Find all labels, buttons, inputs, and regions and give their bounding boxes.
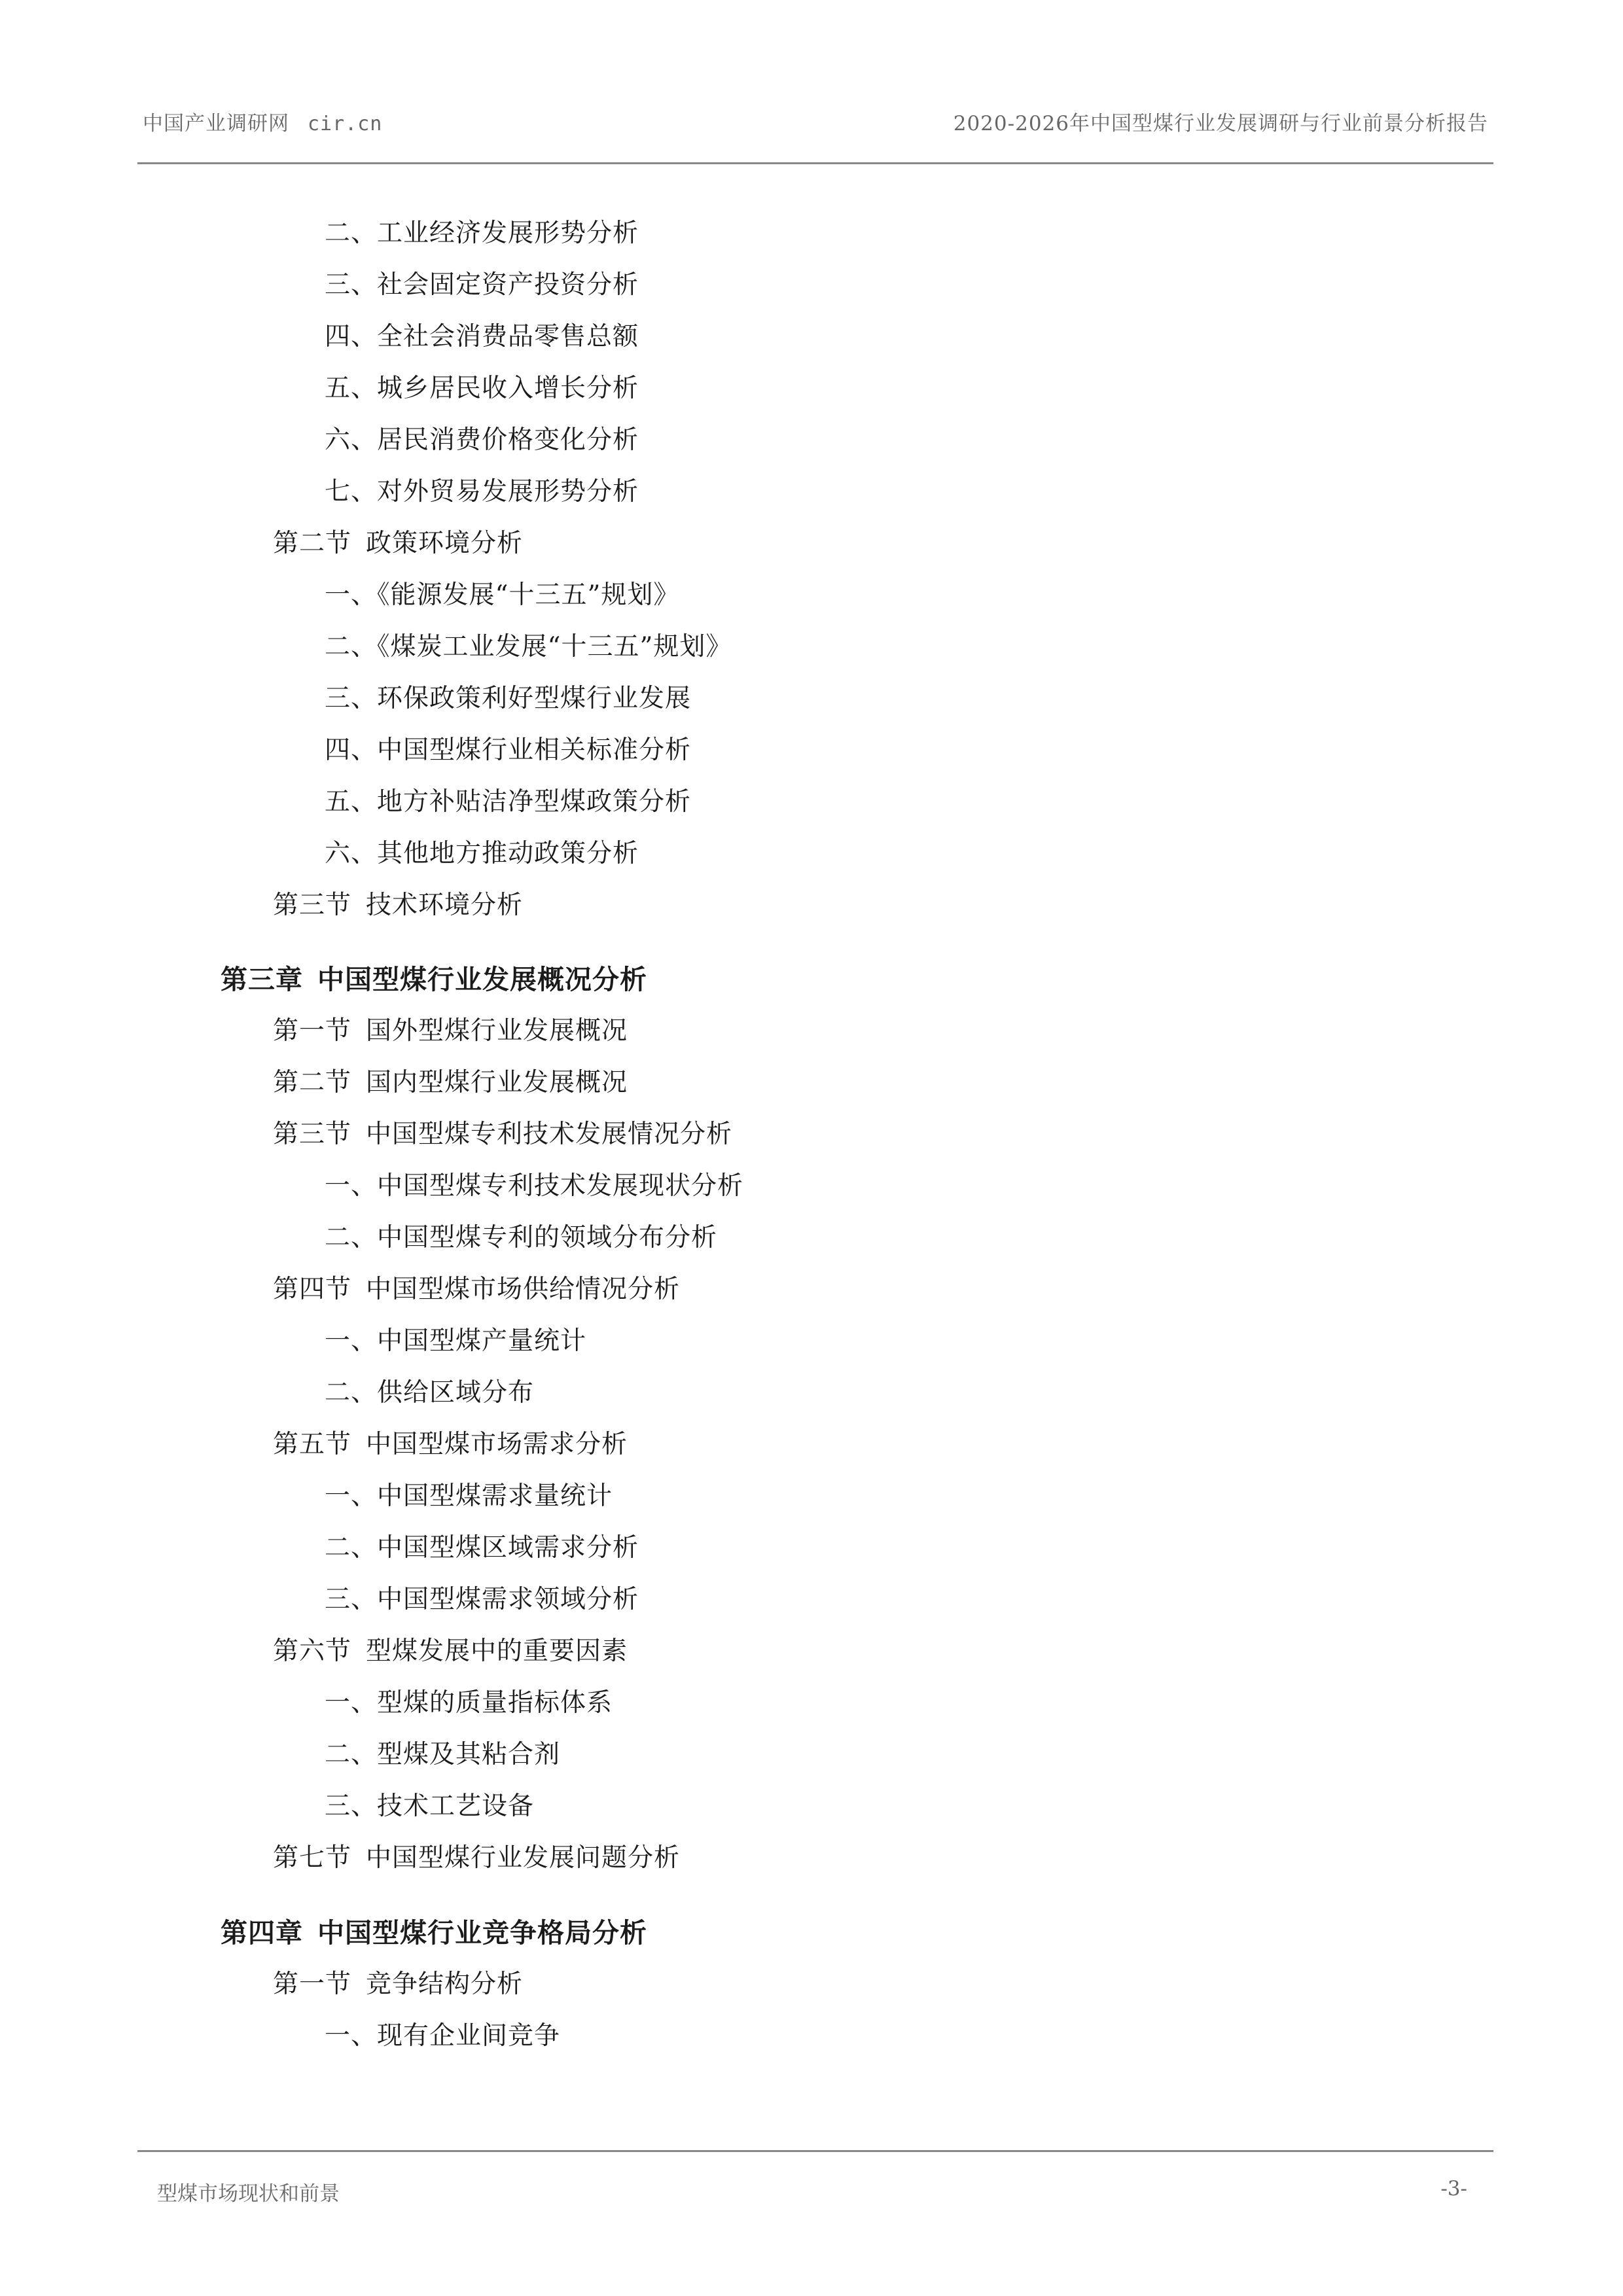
site-name bbox=[143, 107, 382, 136]
toc-item: 五、地方补贴洁净型煤政策分析 bbox=[325, 787, 692, 817]
document-title: 2020-2026年中国型煤行业发展调研与行业前景分析报告 bbox=[953, 112, 1488, 135]
page-number: -3- bbox=[1440, 2177, 1467, 2200]
toc-section: 第五节 中国型煤市场需求分析 bbox=[273, 1430, 628, 1459]
toc-item: 一、中国型煤专利技术发展现状分析 bbox=[325, 1171, 744, 1201]
toc-chapter: 第三章 中国型煤行业发展概况分析 bbox=[221, 964, 647, 995]
toc-item: 二、中国型煤专利的领域分布分析 bbox=[325, 1223, 718, 1252]
toc-item: 四、中国型煤行业相关标准分析 bbox=[325, 735, 692, 765]
page-header bbox=[0, 0, 1623, 167]
toc-item: 七、对外贸易发展形势分析 bbox=[325, 477, 639, 506]
toc-item: 一、《能源发展“十三五”规划》 bbox=[325, 580, 680, 610]
toc-item: 三、中国型煤需求领域分析 bbox=[325, 1585, 639, 1614]
toc-section: 第一节 竞争结构分析 bbox=[273, 1969, 524, 1999]
toc-item: 二、供给区域分布 bbox=[325, 1378, 535, 1407]
toc-section: 第一节 国外型煤行业发展概况 bbox=[273, 1016, 628, 1046]
toc-section: 第七节 中国型煤行业发展问题分析 bbox=[273, 1843, 681, 1873]
toc-item: 二、《煤炭工业发展“十三五”规划》 bbox=[325, 632, 732, 662]
site-domain: cir.cn bbox=[308, 113, 383, 135]
footer-caption: 型煤市场现状和前景 bbox=[157, 2182, 340, 2206]
site-name-text: 中国产业调研网 bbox=[143, 112, 289, 135]
toc-item: 二、工业经济发展形势分析 bbox=[325, 219, 639, 248]
footer-divider bbox=[137, 2150, 1493, 2152]
header-divider bbox=[137, 162, 1493, 164]
toc-item: 二、型煤及其粘合剂 bbox=[325, 1740, 561, 1769]
toc-section: 第二节 政策环境分析 bbox=[273, 529, 524, 558]
toc-section: 第二节 国内型煤行业发展概况 bbox=[273, 1068, 628, 1097]
toc-section: 第三节 技术环境分析 bbox=[273, 891, 524, 920]
toc-item: 三、技术工艺设备 bbox=[325, 1792, 535, 1821]
toc-item: 三、社会固定资产投资分析 bbox=[325, 270, 639, 300]
toc-item: 六、其他地方推动政策分析 bbox=[325, 839, 639, 868]
toc-section: 第三节 中国型煤专利技术发展情况分析 bbox=[273, 1120, 733, 1149]
toc-chapter: 第四章 中国型煤行业竞争格局分析 bbox=[221, 1917, 647, 1949]
toc-item: 一、中国型煤产量统计 bbox=[325, 1326, 587, 1356]
toc-item: 四、全社会消费品零售总额 bbox=[325, 322, 639, 351]
toc-item: 五、城乡居民收入增长分析 bbox=[325, 374, 639, 403]
toc-section: 第六节 型煤发展中的重要因素 bbox=[273, 1636, 628, 1666]
toc-item: 一、型煤的质量指标体系 bbox=[325, 1688, 613, 1718]
toc-section: 第四节 中国型煤市场供给情况分析 bbox=[273, 1275, 681, 1304]
toc-item: 二、中国型煤区域需求分析 bbox=[325, 1533, 639, 1563]
toc-item: 一、现有企业间竞争 bbox=[325, 2021, 561, 2051]
toc-item: 一、中国型煤需求量统计 bbox=[325, 1481, 613, 1511]
toc-item: 六、居民消费价格变化分析 bbox=[325, 425, 639, 455]
toc-item: 三、环保政策利好型煤行业发展 bbox=[325, 684, 692, 713]
